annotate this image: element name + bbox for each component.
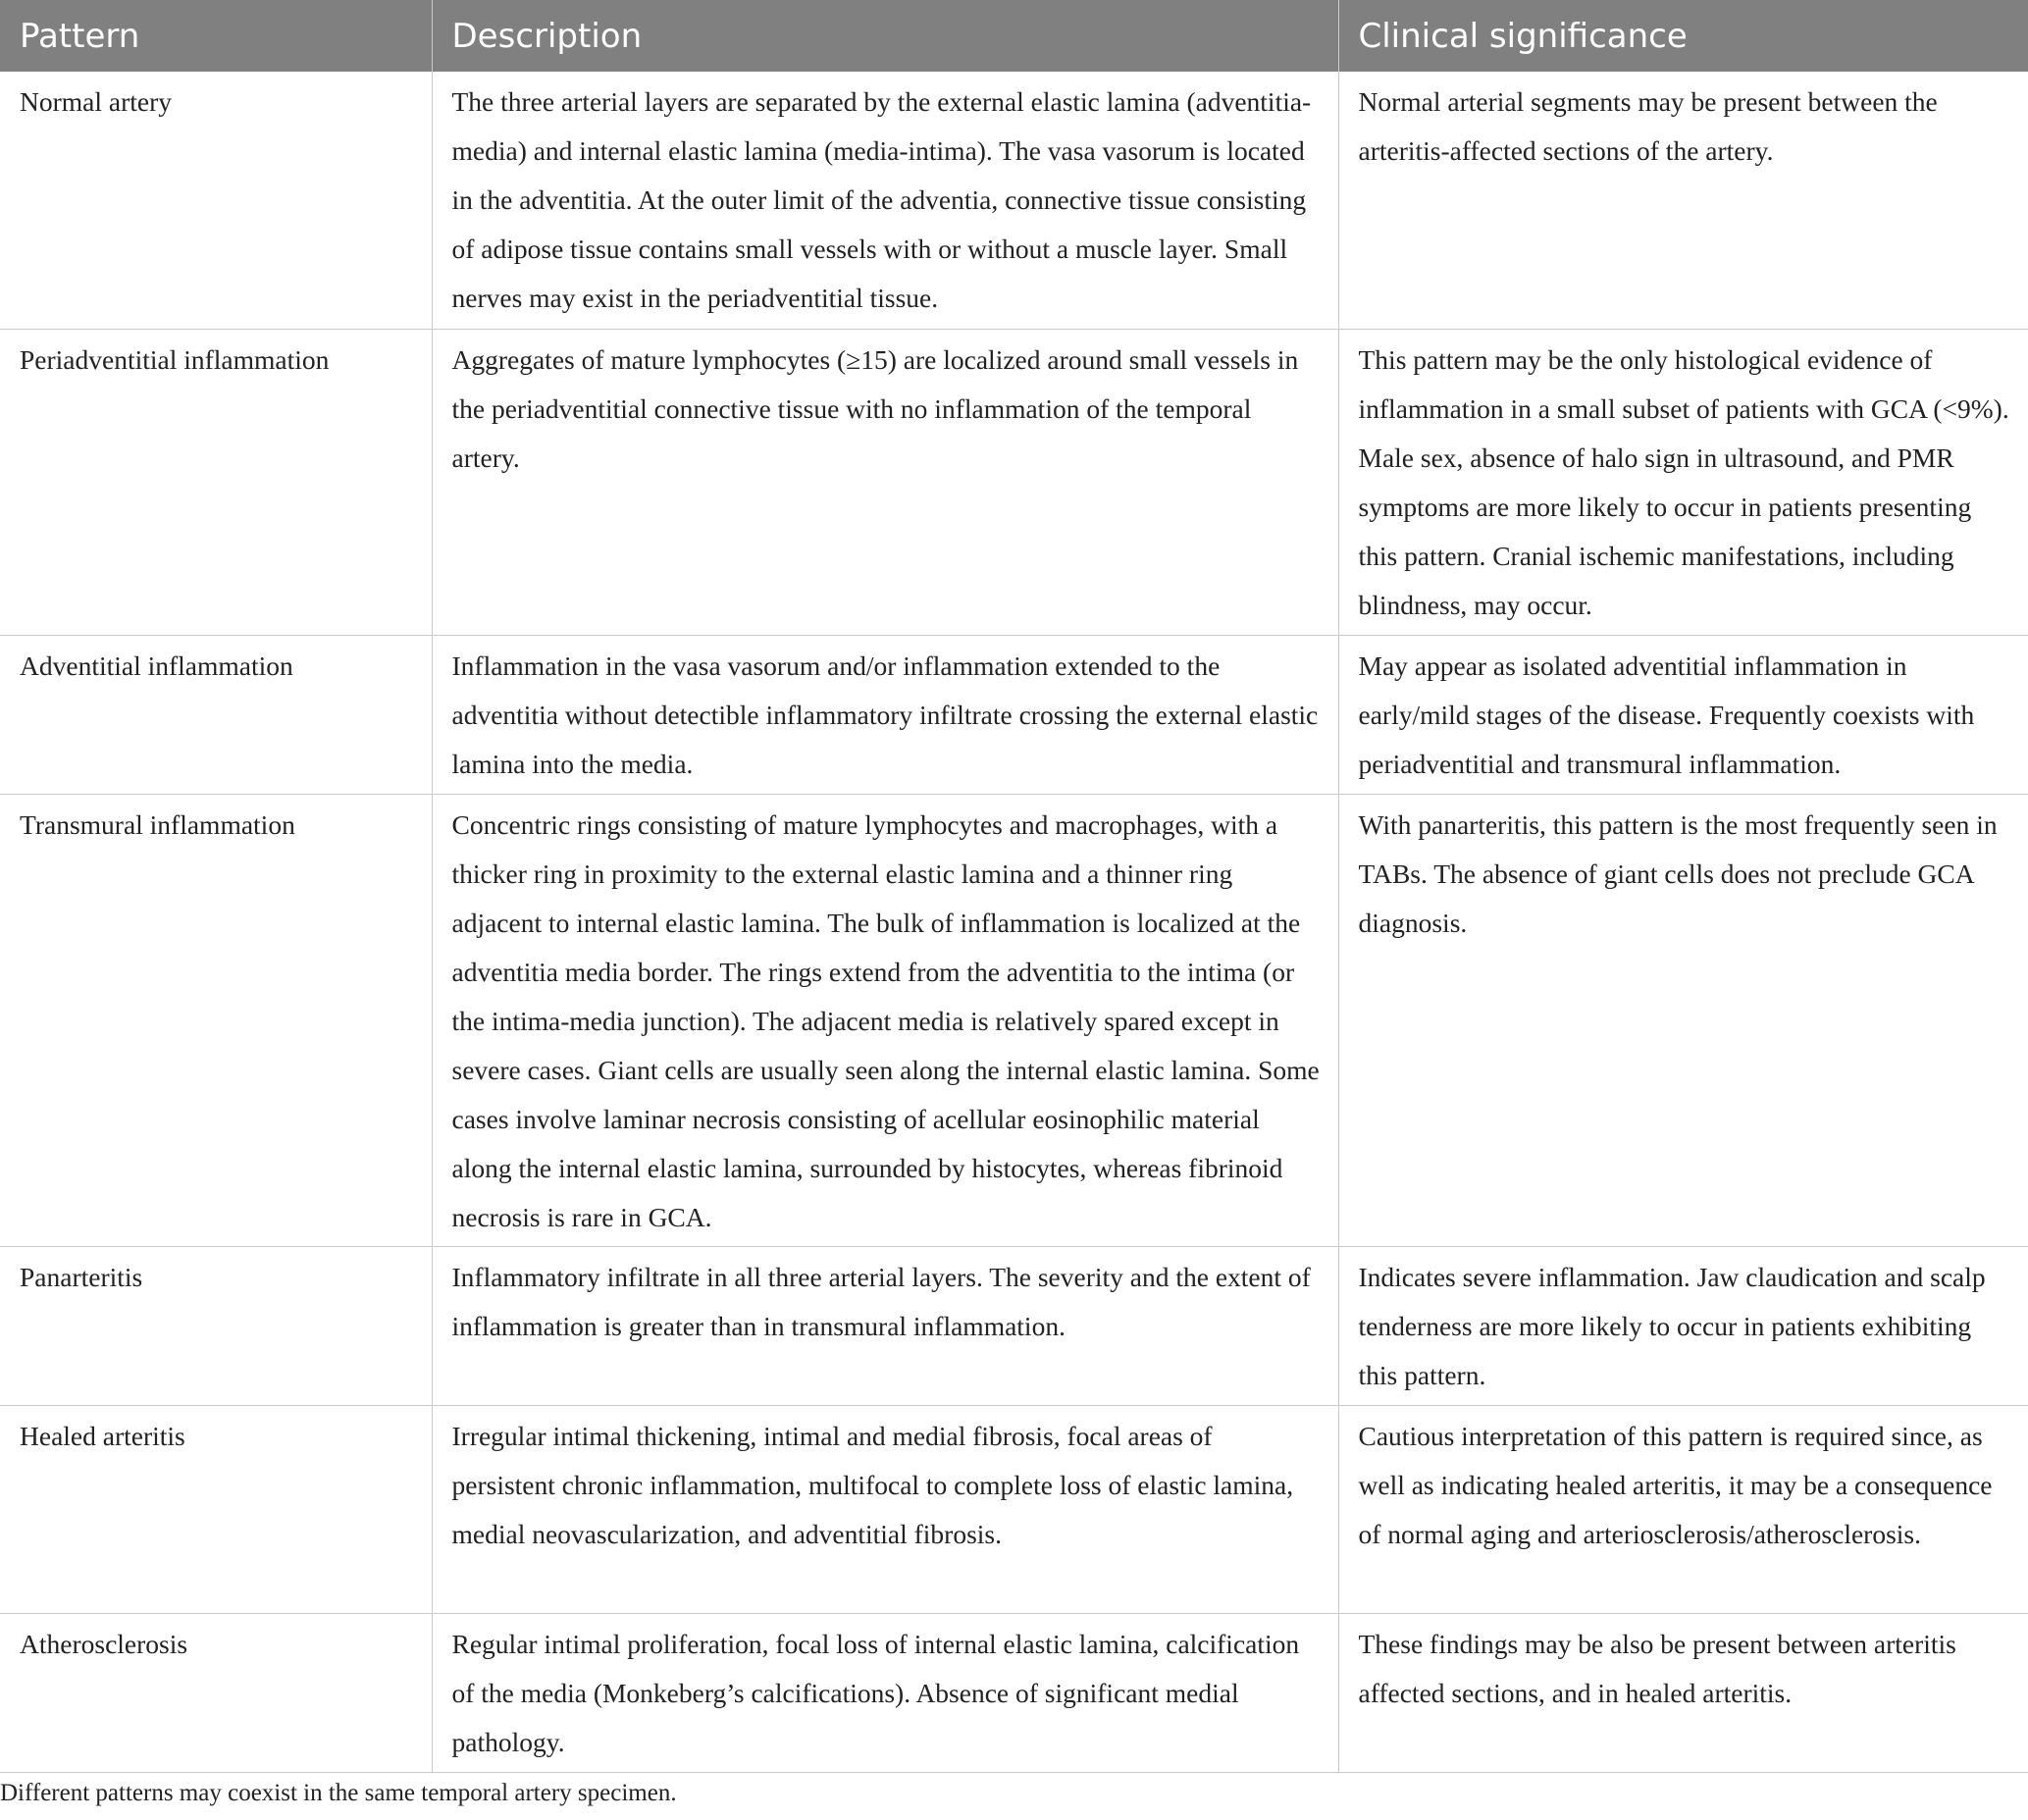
table-row bbox=[0, 1405, 2028, 1613]
cell-significance: With panarteritis, this pattern is the most frequently seen in TABs. The absence of giant cells does not preclude GCA diagnosis. bbox=[1338, 794, 2028, 1246]
table-row bbox=[0, 1246, 2028, 1405]
cell-pattern: Atherosclerosis bbox=[0, 1613, 432, 1772]
cell-significance: These findings may be also be present between arteritis affected sections, and in healed arteritis. bbox=[1338, 1613, 2028, 1772]
cell-pattern: Periadventitial inflammation bbox=[0, 329, 432, 635]
header-row bbox=[0, 0, 2028, 72]
cell-description: Inflammation in the vasa vasorum and/or inflammation extended to the adventitia without detectible inflammatory infiltrate crossing the external elastic lamina into the media. bbox=[432, 635, 1338, 794]
cell-pattern: Transmural inflammation bbox=[0, 794, 432, 1246]
cell-pattern: Healed arteritis bbox=[0, 1405, 432, 1613]
cell-significance: Cautious interpretation of this pattern is required since, as well as indicating healed arteritis, it may be a consequence of normal aging and arteriosclerosis/atherosclerosis. bbox=[1338, 1405, 2028, 1613]
cell-description: Irregular intimal thickening, intimal and medial fibrosis, focal areas of persistent chronic inflammation, multifocal to complete loss of elastic lamina, medial neovascularization, and adventitial fibrosis. bbox=[432, 1405, 1338, 1613]
cell-pattern: Normal artery bbox=[0, 72, 432, 329]
table-row bbox=[0, 1613, 2028, 1772]
header-description: Description bbox=[432, 0, 1338, 72]
cell-pattern: Adventitial inflammation bbox=[0, 635, 432, 794]
table-row bbox=[0, 72, 2028, 329]
table-body bbox=[0, 72, 2028, 1772]
table-header bbox=[0, 0, 2028, 72]
cell-description: Inflammatory infiltrate in all three arterial layers. The severity and the extent of inflammation is greater than in transmural inflammation. bbox=[432, 1246, 1338, 1405]
table-row bbox=[0, 329, 2028, 635]
cell-description: Concentric rings consisting of mature lymphocytes and macrophages, with a thicker ring in proximity to the external elastic lamina and a thinner ring adjacent to internal elastic lamina. The bulk of inflammation is localized at the adventitia media border. The rings extend from the adventitia to the intima (or the intima-media junction). The adjacent media is relatively spared except in severe cases. Giant cells are usually seen along the internal elastic lamina. Some cases involve laminar necrosis consisting of acellular eosinophilic material along the internal elastic lamina, surrounded by histocytes, whereas fibrinoid necrosis is rare in GCA. bbox=[432, 794, 1338, 1246]
table-footnote: Different patterns may coexist in the same temporal artery specimen. bbox=[0, 1780, 677, 1806]
cell-significance: May appear as isolated adventitial inflammation in early/mild stages of the disease. Frequently coexists with periadventitial and transmural inflammation. bbox=[1338, 635, 2028, 794]
table-row bbox=[0, 635, 2028, 794]
header-pattern: Pattern bbox=[0, 0, 432, 72]
cell-significance: This pattern may be the only histological evidence of inflammation in a small subset of patients with GCA (<9%). Male sex, absence of halo sign in ultrasound, and PMR symptoms are more likely to occur in patients presenting this pattern. Cranial ischemic manifestations, including blindness, may occur. bbox=[1338, 329, 2028, 635]
cell-description: Aggregates of mature lymphocytes (≥15) are localized around small vessels in the periadventitial connective tissue with no inflammation of the temporal artery. bbox=[432, 329, 1338, 635]
cell-pattern: Panarteritis bbox=[0, 1246, 432, 1405]
cell-significance: Indicates severe inflammation. Jaw claudication and scalp tenderness are more likely to occur in patients exhibiting this pattern. bbox=[1338, 1246, 2028, 1405]
table-row bbox=[0, 794, 2028, 1246]
header-clinical-significance: Clinical significance bbox=[1338, 0, 2028, 72]
cell-significance: Normal arterial segments may be present between the arteritis-affected sections of the artery. bbox=[1338, 72, 2028, 329]
cell-description: Regular intimal proliferation, focal loss of internal elastic lamina, calcification of the media (Monkeberg’s calcifications). Absence of significant medial pathology. bbox=[432, 1613, 1338, 1772]
cell-description: The three arterial layers are separated by the external elastic lamina (adventitia-media) and internal elastic lamina (media-intima). The vasa vasorum is located in the adventitia. At the outer limit of the adventia, connective tissue consisting of adipose tissue contains small vessels with or without a muscle layer. Small nerves may exist in the periadventitial tissue. bbox=[432, 72, 1338, 329]
